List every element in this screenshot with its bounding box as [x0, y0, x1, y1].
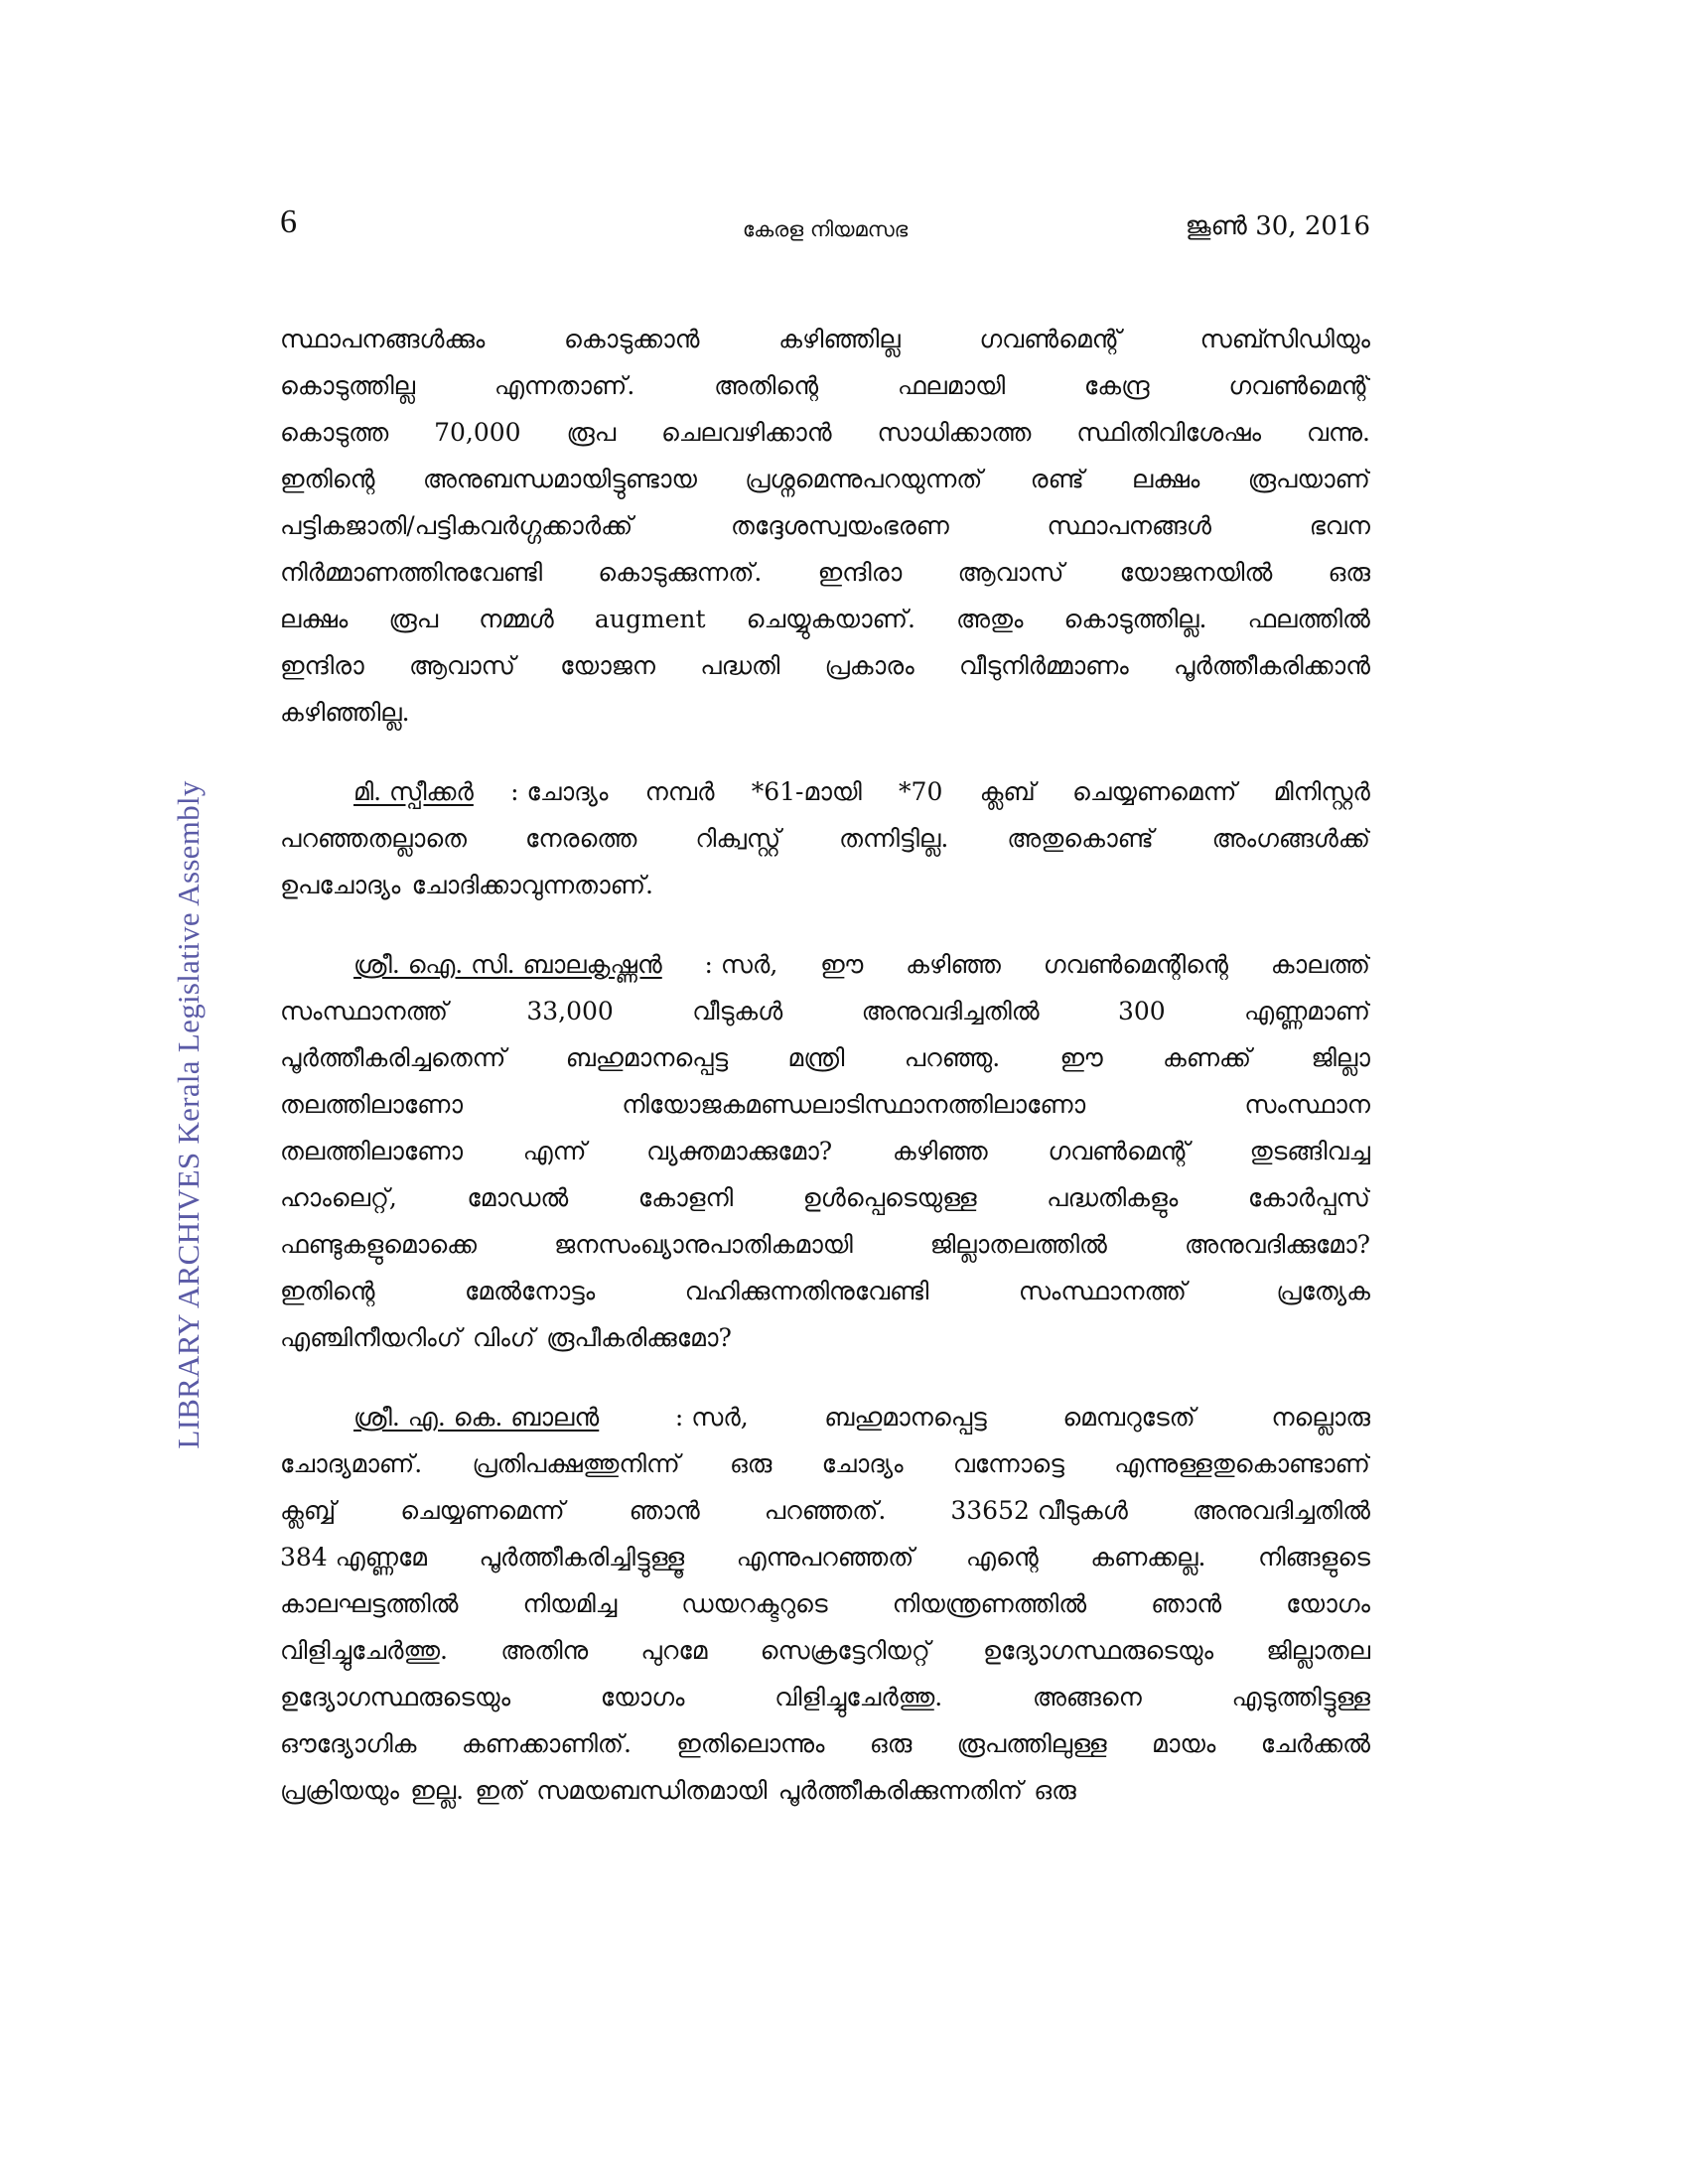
text-line — [280, 1580, 1370, 1627]
text-line — [280, 1440, 1370, 1487]
word: എണ്ണമാണ് — [1244, 997, 1370, 1025]
word: നമ്പർ — [644, 777, 715, 806]
word: ഇതിന്റെ — [280, 1277, 375, 1305]
word: ലക്ഷം — [1132, 465, 1200, 493]
word: ചെയ്യണമെന്ന് — [1071, 777, 1237, 806]
word: : സർ, — [704, 950, 778, 979]
word: ഞാൻ — [1151, 1589, 1222, 1618]
word: സമയബന്ധിതമായി — [536, 1776, 768, 1805]
word: കണക്ക് — [1163, 1043, 1252, 1072]
word: ക്ലബ്ബ് — [280, 1496, 337, 1525]
word: ഗവൺമെന്റിന്റെ — [1043, 950, 1228, 979]
text-line — [280, 1627, 1370, 1674]
word: തലത്തിലാണോ — [280, 1090, 463, 1119]
page-number: 6 — [280, 204, 297, 240]
text-line — [280, 1674, 1370, 1720]
word: കണക്കല്ല. — [1090, 1543, 1206, 1571]
text-line — [280, 1081, 1370, 1128]
text-line — [280, 1534, 1370, 1580]
word: തലത്തിലാണോ — [280, 1137, 463, 1165]
word: പറഞ്ഞത്. — [764, 1496, 887, 1525]
word: രൂപയാണ് — [1247, 465, 1370, 493]
word: ഇത് — [475, 1776, 525, 1805]
word: സ്ഥിതിവിശേഷം — [1076, 418, 1262, 447]
word: പ്രതിപക്ഷത്തുനിന്ന് — [472, 1449, 680, 1478]
word: അതും — [955, 605, 1024, 633]
running-title: കേരള നിയമസഭ — [742, 217, 909, 241]
word: കൊടുക്കാൻ — [564, 325, 700, 353]
text-line — [280, 1221, 1370, 1268]
paragraph — [280, 316, 1370, 736]
word: ഭവന — [1309, 511, 1370, 540]
word: ജില്ലാതല — [1266, 1636, 1370, 1665]
word: ഇല്ല. — [410, 1776, 465, 1805]
word: രൂപീകരിക്കുമോ? — [546, 1323, 732, 1352]
word: കൊടുക്കുന്നത്. — [598, 558, 763, 587]
word: നിയന്ത്രണത്തിൽ — [892, 1589, 1087, 1618]
word: അനുബന്ധമായിട്ടുണ്ടായ — [422, 465, 697, 493]
word: ഫലത്തിൽ — [1247, 605, 1370, 633]
word: ക്ലബ് — [979, 777, 1036, 806]
text-line — [280, 1767, 1370, 1814]
word: അനുവദിക്കുമോ? — [1184, 1230, 1370, 1259]
word: ഔദ്യോഗിക — [280, 1729, 417, 1758]
word: കോർപ്പസ് — [1247, 1183, 1370, 1212]
word: യോജനയിൽ — [1119, 558, 1273, 587]
word: സംസ്ഥാനത്ത് — [280, 997, 449, 1025]
word: മായം — [1152, 1729, 1216, 1758]
word: ചോദ്യം — [821, 1449, 904, 1478]
word: യോഗം — [1286, 1589, 1370, 1618]
text-line — [280, 941, 1370, 988]
word: എന്നതാണ്. — [493, 371, 635, 400]
word: വഹിക്കുന്നതിനുവേണ്ടി — [684, 1277, 929, 1305]
word: തുടങ്ങിവച്ച — [1249, 1137, 1370, 1165]
word: കൊടുത്ത — [280, 418, 389, 447]
word: നിയോജകമണ്ഡലാടിസ്ഥാനത്തിലാണോ — [622, 1090, 1086, 1119]
word: രണ്ട് — [1030, 465, 1084, 493]
word: 33652 വീടുകൾ — [950, 1496, 1128, 1525]
word: കാലത്ത് — [1270, 950, 1370, 979]
word: *61-മായി — [751, 777, 862, 806]
word: അനുവദിച്ചതിൽ — [1192, 1496, 1370, 1525]
word: യോജന — [560, 651, 655, 680]
word: ബഹുമാനപ്പെട്ട — [824, 1403, 987, 1432]
word: നിയമിച്ച — [522, 1589, 618, 1618]
word: വന്നു. — [1307, 418, 1370, 447]
word: ഉൾപ്പെടെയുള്ള — [802, 1183, 977, 1212]
word: ഫലമായി — [897, 371, 1006, 400]
header-date: ജൂൺ 30, 2016 — [1185, 211, 1370, 241]
word: 300 — [1117, 997, 1166, 1025]
word: മെമ്പറുടേത് — [1062, 1403, 1196, 1432]
text-line — [280, 1268, 1370, 1314]
word: മന്ത്രി — [787, 1043, 845, 1072]
word: ഒരു — [729, 1449, 773, 1478]
paragraph — [280, 768, 1370, 908]
word: : സർ, — [674, 1403, 749, 1432]
word: സെക്രട്ടേറിയറ്റ് — [760, 1636, 930, 1665]
word: കേന്ദ്ര — [1083, 371, 1150, 400]
word: വിളിച്ചുചേർത്തു. — [280, 1636, 448, 1665]
text-line — [280, 689, 1370, 736]
word: പ്രശ്നമെന്നുപറയുന്നത് — [745, 465, 983, 493]
page-header — [280, 204, 1370, 253]
word: പറഞ്ഞു. — [904, 1043, 1001, 1072]
word: പ്രത്യേക — [1276, 1277, 1370, 1305]
word: നേരത്തെ — [524, 824, 637, 853]
word: കോളനി — [637, 1183, 734, 1212]
word: മിനിസ്റ്റർ — [1273, 777, 1370, 806]
word: നമ്മൾ — [479, 605, 554, 633]
text-line — [280, 1487, 1370, 1534]
word: വ്യക്തമാക്കുമോ? — [646, 1137, 833, 1165]
word: ലക്ഷം — [280, 605, 349, 633]
word: സാധിക്കാത്ത — [877, 418, 1032, 447]
word: എന്റെ — [965, 1543, 1039, 1571]
text-line — [280, 409, 1370, 456]
paragraph — [280, 1394, 1370, 1814]
word: കൊടുത്തില്ല. — [1063, 605, 1207, 633]
word: പ്രക്രിയയും — [280, 1776, 399, 1805]
word: കഴിഞ്ഞ — [906, 950, 1001, 979]
word: കഴിഞ്ഞില്ല — [778, 325, 901, 353]
word: മോഡൽ — [467, 1183, 569, 1212]
word: പട്ടികജാതി/പട്ടികവർഗ്ഗക്കാർക്ക് — [280, 511, 633, 540]
word: ചോദിക്കാവുന്നതാണ്. — [411, 871, 653, 899]
text-line — [280, 549, 1370, 596]
word: പദ്ധതികളും — [1047, 1183, 1179, 1212]
word: ചോദ്യമാണ്. — [280, 1449, 423, 1478]
word: ചെയ്യുകയാണ്. — [746, 605, 915, 633]
document-body — [280, 316, 1370, 1846]
text-line — [280, 1720, 1370, 1767]
text-line — [280, 1314, 1370, 1361]
word: പദ്ധതി — [700, 651, 780, 680]
word: സബ്സിഡിയും — [1199, 325, 1370, 353]
word: ഇന്ദിരാ — [280, 651, 364, 680]
word: ജില്ലാ — [1311, 1043, 1370, 1072]
word: കഴിഞ്ഞ — [892, 1137, 988, 1165]
word: പൂർത്തീകരിച്ചിട്ടുള്ളൂ — [479, 1543, 685, 1571]
word: ഇന്ദിരാ — [817, 558, 903, 587]
text-line — [280, 362, 1370, 409]
word: കണക്കാണിത്. — [461, 1729, 632, 1758]
word: ഇതിന്റെ — [280, 465, 375, 493]
word: സംസ്ഥാനത്ത് — [1018, 1277, 1187, 1305]
text-line — [280, 1394, 1370, 1440]
word: പുറമേ — [640, 1636, 708, 1665]
word: യോഗം — [600, 1683, 685, 1711]
word: അങ്ങനെ — [1032, 1683, 1142, 1711]
word: കഴിഞ്ഞില്ല. — [280, 698, 410, 727]
word: കൊടുത്തില്ല — [280, 371, 416, 400]
word: ഈ — [1059, 1043, 1103, 1072]
word: അംഗങ്ങൾക്ക് — [1211, 824, 1370, 853]
word: തന്നിട്ടില്ല. — [839, 824, 949, 853]
word: വീടുകൾ — [692, 997, 783, 1025]
word: നിർമ്മാണത്തിനുവേണ്ടി — [280, 558, 543, 587]
word: ഗവൺമെന്റ് — [1228, 371, 1370, 400]
word: ചേർക്കൽ — [1260, 1729, 1370, 1758]
text-line — [280, 862, 1370, 908]
word: ഒരു — [1034, 1776, 1076, 1805]
word: കാലഘട്ടത്തിൽ — [280, 1589, 459, 1618]
word: ഒരു — [869, 1729, 913, 1758]
speaker-name: മി. സ്പീക്കർ — [353, 777, 474, 806]
word: ചെലവഴിക്കാൻ — [660, 418, 832, 447]
word: ചെയ്യണമെന്ന് — [400, 1496, 565, 1525]
word: തദ്ദേശസ്വയംഭരണ — [731, 511, 949, 540]
word: രൂപ — [388, 605, 439, 633]
word: എടുത്തിട്ടുള്ള — [1231, 1683, 1370, 1711]
word: ആവാസ് — [957, 558, 1064, 587]
text-line — [280, 988, 1370, 1034]
word: augment — [594, 605, 706, 633]
word: ഫണ്ടുകളുമൊക്കെ — [280, 1230, 478, 1259]
paragraph — [280, 941, 1370, 1361]
word: എന്നുള്ളതുകൊണ്ടാണ് — [1114, 1449, 1370, 1478]
word: ഇതിലൊന്നും — [676, 1729, 825, 1758]
word: 384 എണ്ണമേ — [280, 1543, 427, 1571]
word: എന്ന് — [522, 1137, 587, 1165]
word: അതിനു — [500, 1636, 589, 1665]
word: പൂർത്തീകരിക്കാൻ — [1174, 651, 1370, 680]
text-line — [280, 316, 1370, 362]
word: അതുകൊണ്ട് — [1007, 824, 1154, 853]
word: പ്രകാരം — [824, 651, 914, 680]
word: 33,000 — [526, 997, 614, 1025]
word: സ്ഥാപനങ്ങൾ — [1047, 511, 1211, 540]
word: *70 — [899, 777, 943, 806]
speaker-name: ശ്രീ. എ. കെ. ബാലൻ — [353, 1403, 600, 1432]
text-line — [280, 1128, 1370, 1174]
speaker-name: ശ്രീ. ഐ. സി. ബാലകൃഷ്ണൻ — [353, 950, 662, 979]
word: സംസ്ഥാന — [1244, 1090, 1370, 1119]
word: റിക്വസ്റ്റ് — [695, 824, 781, 853]
word: വീടുനിർമ്മാണം — [958, 651, 1129, 680]
word: രൂപത്തിലുള്ള — [956, 1729, 1107, 1758]
text-line — [280, 768, 1370, 815]
word: ജനസംഖ്യാനുപാതികമായി — [554, 1230, 853, 1259]
word: നല്ലൊരു — [1271, 1403, 1370, 1432]
word: ബഹുമാനപ്പെട്ട — [565, 1043, 729, 1072]
word: സ്ഥാപനങ്ങൾക്കും — [280, 325, 486, 353]
word: പൂർത്തീകരിച്ചതെന്ന് — [280, 1043, 506, 1072]
word: ജില്ലാതലത്തിൽ — [929, 1230, 1107, 1259]
word: ഗവൺമെന്റ് — [1048, 1137, 1190, 1165]
word: പൂർത്തീകരിക്കുന്നതിന് — [777, 1776, 1024, 1805]
word: വിംഗ് — [472, 1323, 535, 1352]
archive-watermark: LIBRARY ARCHIVES Kerala Legislative Assembly — [171, 780, 206, 1449]
word: രൂപ — [566, 418, 617, 447]
word: ഈ — [820, 950, 864, 979]
word: ഉദ്യോഗസ്ഥരുടെയും — [280, 1683, 511, 1711]
text-line — [280, 596, 1370, 642]
word: ഡയറക്ടറുടെ — [681, 1589, 828, 1618]
text-line — [280, 1034, 1370, 1081]
word: അതിന്റെ — [714, 371, 819, 400]
text-line — [280, 815, 1370, 862]
word: എഞ്ചിനീയറിംഗ് — [280, 1323, 462, 1352]
word: 70,000 — [434, 418, 521, 447]
word: നിങ്ങളുടെ — [1258, 1543, 1370, 1571]
word: ഗവൺമെന്റ് — [979, 325, 1122, 353]
word: ഉദ്യോഗസ്ഥരുടെയും — [983, 1636, 1214, 1665]
word: മേൽനോട്ടം — [465, 1277, 596, 1305]
word: വിളിച്ചുചേർത്തു. — [774, 1683, 943, 1711]
word: ഹാംലെറ്റ്, — [280, 1183, 397, 1212]
word: വന്നോട്ടെ — [952, 1449, 1064, 1478]
word: : ചോദ്യം — [510, 777, 609, 806]
word: അനുവദിച്ചതിൽ — [861, 997, 1040, 1025]
word: എന്നുപറഞ്ഞത് — [736, 1543, 914, 1571]
word: പറഞ്ഞതല്ലാതെ — [280, 824, 468, 853]
text-line — [280, 502, 1370, 549]
word: ഉപചോദ്യം — [280, 871, 401, 899]
word: ഞാൻ — [629, 1496, 700, 1525]
text-line — [280, 456, 1370, 502]
word: ഒരു — [1328, 558, 1370, 587]
word: ആവാസ് — [408, 651, 515, 680]
text-line — [280, 1174, 1370, 1221]
text-line — [280, 642, 1370, 689]
